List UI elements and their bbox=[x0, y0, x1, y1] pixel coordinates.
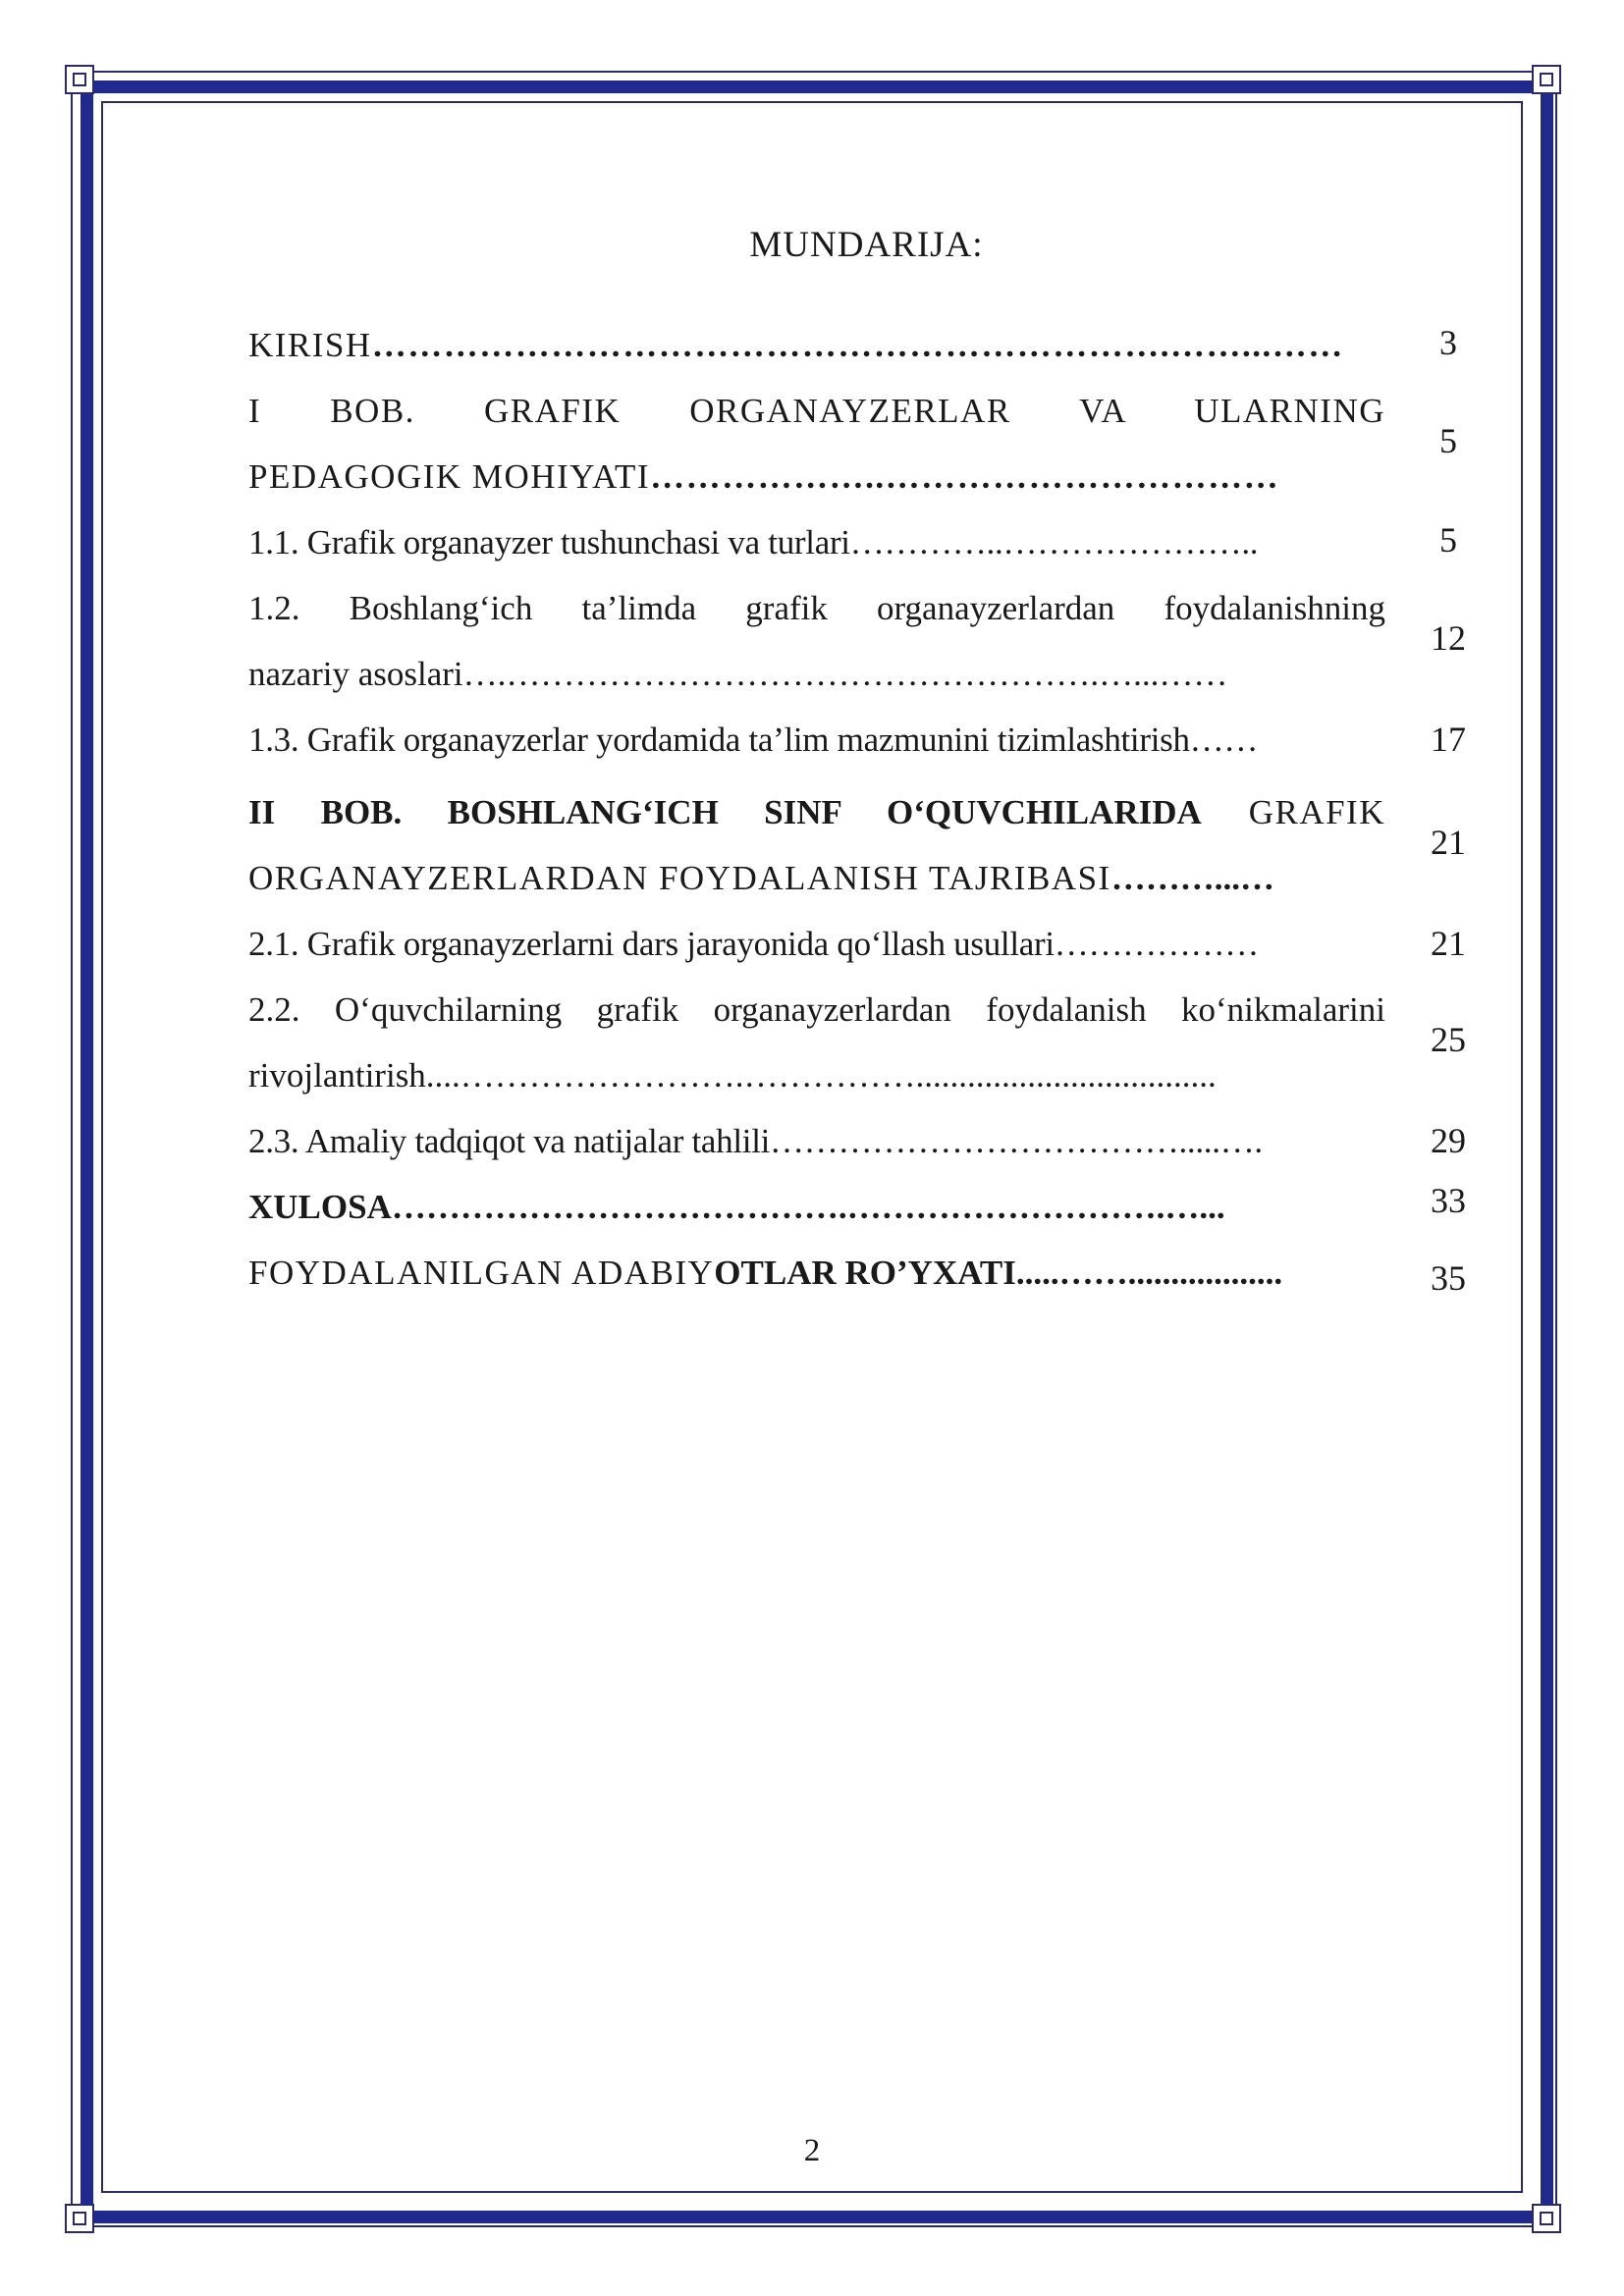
corner-ornament bbox=[65, 65, 94, 94]
toc-entry-bob2[interactable] bbox=[248, 779, 1483, 911]
toc-entry-1-3[interactable] bbox=[248, 707, 1483, 779]
toc-entry-xulosa[interactable] bbox=[248, 1174, 1483, 1240]
toc-entry-text bbox=[248, 911, 1385, 977]
toc-page-number: 21 bbox=[1431, 823, 1466, 862]
toc-entry-heading-regular: GRAFIK bbox=[1201, 793, 1385, 831]
toc-leader-dots: ………………..…………………………… bbox=[650, 457, 1280, 496]
toc-entry-label: rivojlantirish....…………………….……………................................... bbox=[248, 1056, 1217, 1095]
toc-page-number: 5 bbox=[1439, 520, 1457, 560]
toc-entry-label: ORGANAYZERLARDAN FOYDALANISH TAJRIBASI bbox=[248, 859, 1111, 897]
toc-entry-label: 1.3. Grafik organayzerlar yordamida ta’lim mazmunini tizimlashtirish…… bbox=[248, 721, 1259, 759]
toc-entry-2-1[interactable] bbox=[248, 911, 1483, 977]
toc-entry-label: 1.1. Grafik organayzer tushunchasi va turlari…………..………………….. bbox=[248, 523, 1259, 561]
toc-page-number: 29 bbox=[1431, 1121, 1466, 1160]
toc-page-number: 21 bbox=[1431, 924, 1466, 963]
page-title: MUNDARIJA: bbox=[749, 225, 984, 265]
toc-entry-text bbox=[248, 707, 1385, 773]
toc-entry-2-3[interactable] bbox=[248, 1108, 1483, 1174]
toc-entry-label: PEDAGOGIK MOHIYATI bbox=[248, 457, 651, 496]
toc-entry-2-2[interactable] bbox=[248, 977, 1483, 1108]
toc-entry-heading-line: 1.2. Boshlang‘ich ta’limda grafik organayzerlardan foydalanishning bbox=[248, 589, 1385, 627]
toc-entry-1-2[interactable] bbox=[248, 575, 1483, 707]
toc-entry-text bbox=[248, 575, 1385, 707]
toc-entry-text bbox=[248, 1240, 1385, 1306]
toc-page-number: 3 bbox=[1439, 323, 1457, 362]
page-number: 2 bbox=[803, 2133, 821, 2168]
toc-entry-text bbox=[248, 509, 1385, 575]
toc-entry-heading-bold: II BOB. BOSHLANG‘ICH SINF O‘QUVCHILARIDA bbox=[248, 793, 1202, 831]
corner-ornament bbox=[65, 2204, 94, 2233]
toc-entry-label: 2.1. Grafik organayzerlarni dars jarayonida qo‘llash usullari……………… bbox=[248, 925, 1259, 963]
toc-entry-label: FOYDALANILGAN ADABIY bbox=[248, 1254, 715, 1292]
table-of-contents bbox=[248, 312, 1483, 1306]
toc-entry-heading-line: 2.2. O‘quvchilarning grafik organayzerlardan foydalanish ko‘nikmalarini bbox=[248, 990, 1385, 1029]
toc-page-number: 5 bbox=[1439, 421, 1457, 460]
toc-entry-label: nazariy asoslari….…………………………………………….…...…… bbox=[248, 655, 1228, 693]
toc-page-number: 35 bbox=[1431, 1258, 1466, 1298]
toc-entry-adabiyotlar[interactable] bbox=[248, 1240, 1483, 1306]
toc-entry-text bbox=[248, 1174, 1385, 1240]
toc-entry-heading-line bbox=[248, 779, 1385, 845]
toc-entry-label: KIRISH bbox=[248, 326, 372, 364]
toc-entry-heading-line: I BOB. GRAFIK ORGANAYZERLAR VA ULARNING bbox=[248, 392, 1385, 430]
toc-entry-label: 2.3. Amaliy tadqiqot va natijalar tahlili……………………………….....…. bbox=[248, 1122, 1263, 1160]
toc-entry-text bbox=[248, 312, 1385, 378]
toc-entry-text bbox=[248, 779, 1385, 911]
toc-entry-text bbox=[248, 977, 1385, 1108]
toc-entry-text bbox=[248, 1108, 1385, 1174]
toc-leader-dots: ………...… bbox=[1110, 859, 1274, 897]
toc-entry-label-bold: OTLAR RO’YXATI.....…….................. bbox=[714, 1254, 1283, 1292]
toc-entry-1-1[interactable] bbox=[248, 509, 1483, 575]
corner-ornament bbox=[1532, 2204, 1561, 2233]
toc-page-number: 17 bbox=[1431, 720, 1466, 759]
toc-entry-kirish[interactable] bbox=[248, 312, 1483, 378]
toc-leader-dots: ………………………………………………………….……...…… bbox=[371, 326, 1344, 364]
toc-entry-bob1[interactable] bbox=[248, 378, 1483, 509]
toc-entry-text bbox=[248, 378, 1385, 509]
toc-page-number: 25 bbox=[1431, 1020, 1466, 1059]
toc-page-number: 12 bbox=[1431, 618, 1466, 658]
corner-ornament bbox=[1532, 65, 1561, 94]
toc-entry-label: XULOSA………………………………….……………………….…... bbox=[248, 1188, 1225, 1226]
toc-page-number: 33 bbox=[1431, 1181, 1466, 1220]
